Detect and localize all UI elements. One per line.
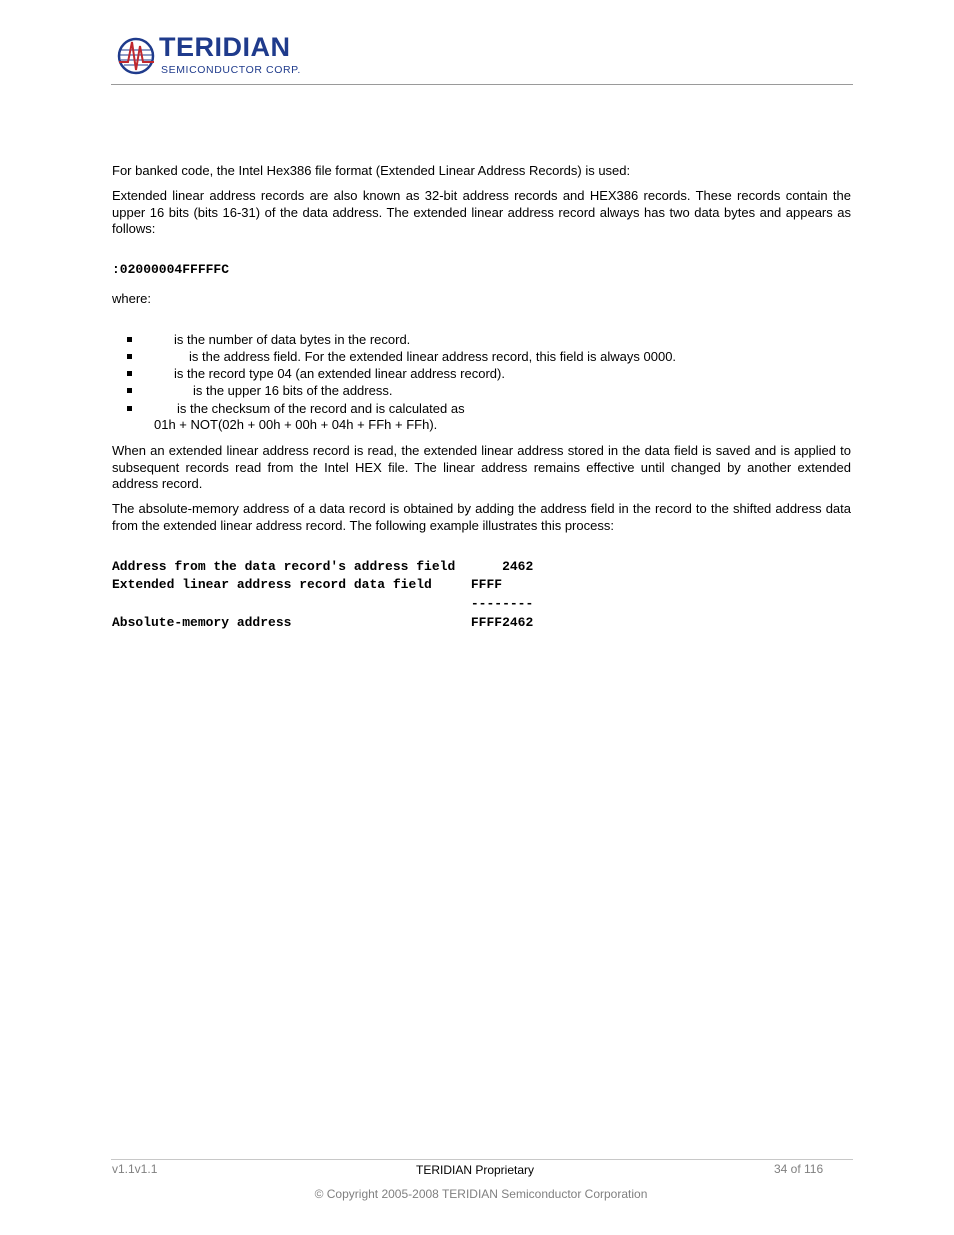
bullet-marker bbox=[127, 388, 132, 393]
header-divider bbox=[111, 84, 853, 85]
read-behavior-paragraph: When an extended linear address record is read, the extended linear address stored in the data field is saved and is applied to subsequent records read from the Intel HEX file. The linear address remains effective until changed by another extended address record. bbox=[112, 443, 851, 491]
footer-divider bbox=[111, 1159, 853, 1160]
example-line: Address from the data record's address field 2462 bbox=[112, 559, 534, 574]
footer-proprietary: TERIDIAN Proprietary bbox=[416, 1163, 535, 1177]
description-paragraph: Extended linear address records are also known as 32-bit address records and HEX386 records. These records contain the upper 16 bits (bits 16-31) of the data address. The extended linear address record always has two data bytes and appears as follows: bbox=[112, 188, 851, 236]
checksum-formula: 01h + NOT(02h + 00h + 00h + 04h + FFh + FFh). bbox=[154, 417, 438, 432]
bullet-item-data: is the upper 16 bits of the address. bbox=[193, 383, 393, 398]
bullet-marker bbox=[127, 371, 132, 376]
company-logo bbox=[116, 32, 326, 80]
bullet-marker bbox=[127, 406, 132, 411]
record-code: :02000004FFFFFC bbox=[112, 262, 230, 277]
example-separator: -------- bbox=[112, 596, 534, 611]
logo-emblem-icon bbox=[116, 32, 160, 78]
example-line: Extended linear address record data field FFFF bbox=[112, 577, 503, 592]
intro-paragraph: For banked code, the Intel Hex386 file format (Extended Linear Address Records) is used: bbox=[112, 163, 631, 178]
where-label: where: bbox=[112, 291, 152, 306]
footer-copyright: © Copyright 2005-2008 TERIDIAN Semiconductor Corporation bbox=[314, 1187, 648, 1201]
bullet-marker bbox=[127, 354, 132, 359]
bullet-marker bbox=[127, 337, 132, 342]
bullet-item-record-type: is the record type 04 (an extended linear address record). bbox=[174, 366, 505, 381]
absolute-address-paragraph: The absolute-memory address of a data record is obtained by adding the address field in the record to the shifted address data from the extended linear address record. The following example illustrates this process: bbox=[112, 501, 851, 533]
bullet-item-address: is the address field. For the extended linear address record, this field is always 0000. bbox=[189, 349, 677, 364]
bullet-item-checksum: is the checksum of the record and is calculated as bbox=[177, 401, 465, 416]
logo-wordmark: TERIDIAN bbox=[159, 32, 291, 62]
bullet-item-byte-count: is the number of data bytes in the record. bbox=[174, 332, 411, 347]
logo-subtitle: SEMICONDUCTOR CORP. bbox=[161, 64, 301, 76]
footer-version: v1.1v1.1 bbox=[112, 1162, 158, 1176]
footer-page-number: 34 of 116 bbox=[774, 1162, 824, 1176]
example-result: Absolute-memory address FFFF2462 bbox=[112, 615, 534, 630]
